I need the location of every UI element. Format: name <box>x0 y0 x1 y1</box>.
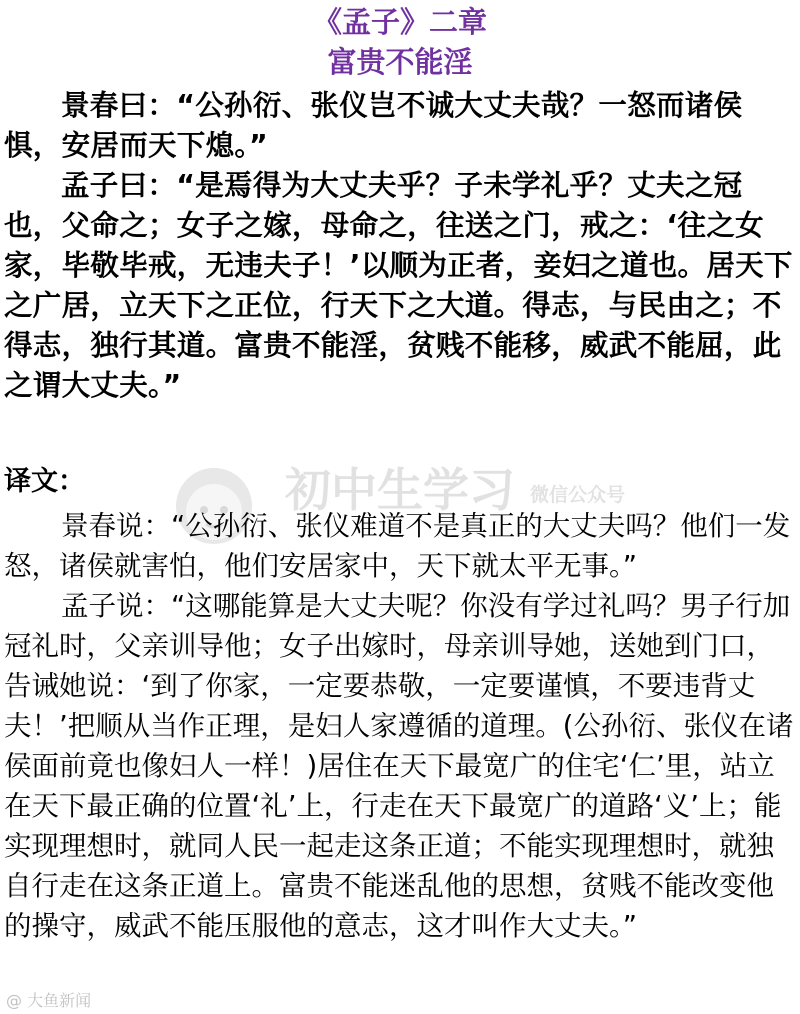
original-paragraph: 孟子曰：“是焉得为大丈夫乎？子未学礼乎？丈夫之冠也，父命之；女子之嫁，母命之，往送之门，戒之：‘往之女家，毕敬毕戒，无违夫子！’以顺为正者，妾妇之道也。居天下之广居，立天下之正位，行天下之大道。得志，与民由之；不得志，独行其道。富贵不能淫，贫贱不能移，威武不能屈，此之谓大丈夫。” <box>4 169 793 402</box>
corner-watermark: @ 大鱼新闻 <box>6 991 92 1010</box>
translation-paragraph: 孟子说：“这哪能算是大丈夫呢？你没有学过礼吗？男子行加冠礼时，父亲训导他；女子出嫁时，母亲训导她，送她到门口，告诫她说：‘到了你家，一定要恭敬，一定要谨慎，不要违背丈夫！’把顺从当作正理，是妇人家遵循的道理。(公孙衍、张仪在诸侯面前竟也像妇人一样！)居住在天下最宽广的住宅‘仁’里，站立在天下最正确的位置‘礼’上，行走在天下最宽广的道路‘义’上；能实现理想时，就同人民一起走这条正道；不能实现理想时，就独自行走在这条正道上。富贵不能迷乱他的思想，贫贱不能改变他的操守，威武不能压服他的意志，这才叫作大丈夫。” <box>4 590 794 942</box>
watermark-subtitle: 微信公众号 <box>530 484 626 506</box>
translation-label: 译文： <box>4 466 85 497</box>
original-text-mencius <box>4 166 800 406</box>
translation-text-jingchun <box>4 506 800 586</box>
page-subtitle: 富贵不能淫 <box>327 45 473 79</box>
translation-text-mencius <box>4 586 800 946</box>
original-paragraph: 景春曰：“公孙衍、张仪岂不诚大丈夫哉？一怒而诸侯惧，安居而天下熄。” <box>4 89 743 162</box>
page-title: 《孟子》二章 <box>312 5 487 39</box>
original-text-jingchun <box>4 86 800 166</box>
translation-paragraph: 景春说：“公孙衍、张仪难道不是真正的大丈夫吗？他们一发怒，诸侯就害怕，他们安居家中，天下就太平无事。” <box>4 510 791 582</box>
watermark-name: 初中生学习 <box>285 463 515 517</box>
